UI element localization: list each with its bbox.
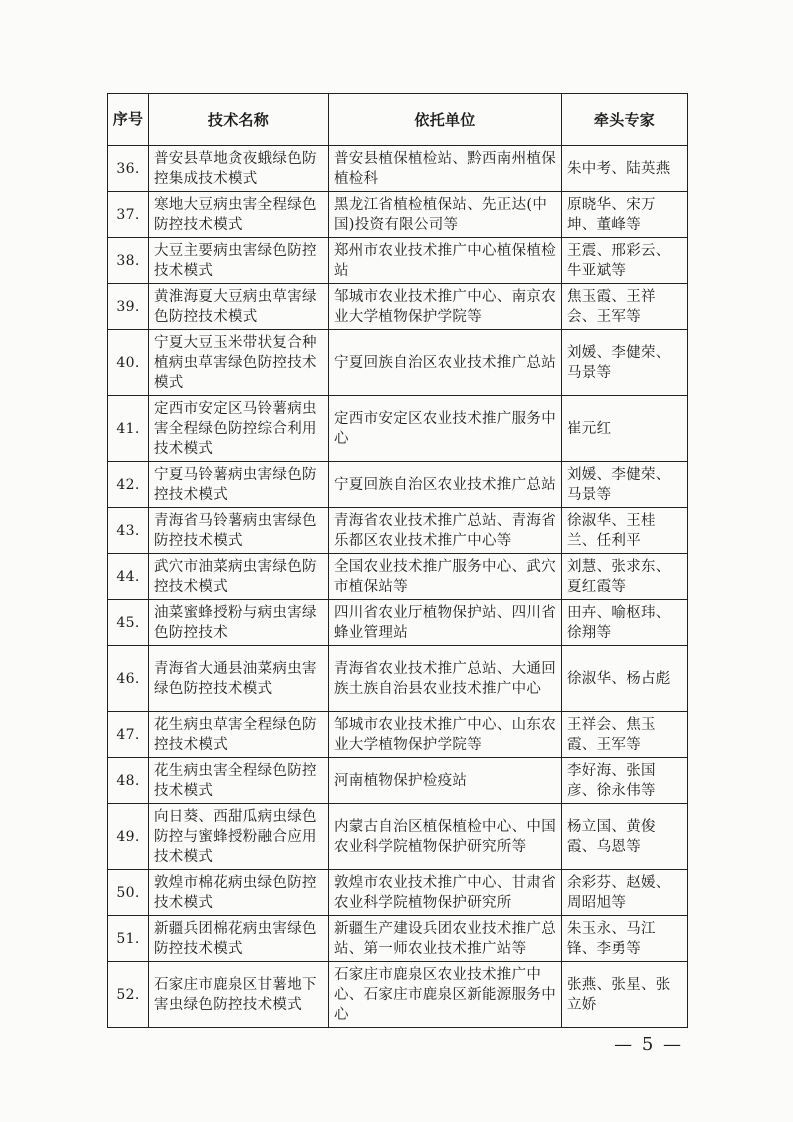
row-tech-name: 寒地大豆病虫害全程绿色防控技术模式 [149, 192, 329, 238]
row-expert: 张燕、张星、张立娇 [562, 962, 688, 1028]
table-row [108, 238, 688, 284]
row-expert: 王震、邢彩云、牛亚斌等 [562, 238, 688, 284]
row-tech-name: 花生病虫草害全程绿色防控技术模式 [149, 712, 329, 758]
header-expert: 牵头专家 [562, 94, 688, 146]
header-name: 技术名称 [149, 94, 329, 146]
row-tech-name: 武穴市油菜病虫害绿色防控技术模式 [149, 554, 329, 600]
table-row [108, 508, 688, 554]
table-row [108, 646, 688, 712]
row-unit: 郑州市农业技术推广中心植保植检站 [329, 238, 562, 284]
row-expert: 刘慧、张求东、夏红霞等 [562, 554, 688, 600]
row-unit: 四川省农业厅植物保护站、四川省蜂业管理站 [329, 600, 562, 646]
row-num: 51. [108, 916, 149, 962]
row-tech-name: 新疆兵团棉花病虫害绿色防控技术模式 [149, 916, 329, 962]
row-num: 40. [108, 330, 149, 396]
row-num: 36. [108, 146, 149, 192]
row-unit: 全国农业技术推广服务中心、武穴市植保站等 [329, 554, 562, 600]
row-num: 45. [108, 600, 149, 646]
row-unit: 新疆生产建设兵团农业技术推广总站、第一师农业技术推广站等 [329, 916, 562, 962]
table-row [108, 758, 688, 804]
row-tech-name: 青海省大通县油菜病虫害绿色防控技术模式 [149, 646, 329, 712]
table-row [108, 804, 688, 870]
row-unit: 内蒙古自治区植保植检中心、中国农业科学院植物保护研究所等 [329, 804, 562, 870]
table-row [108, 330, 688, 396]
row-num: 42. [108, 462, 149, 508]
row-tech-name: 普安县草地贪夜蛾绿色防控集成技术模式 [149, 146, 329, 192]
table-row [108, 192, 688, 238]
row-expert: 刘媛、李健荣、马景等 [562, 462, 688, 508]
table-row [108, 962, 688, 1028]
table-row [108, 462, 688, 508]
row-num: 50. [108, 870, 149, 916]
row-unit: 宁夏回族自治区农业技术推广总站 [329, 462, 562, 508]
row-expert: 王祥会、焦玉霞、王军等 [562, 712, 688, 758]
row-unit: 邹城市农业技术推广中心、山东农业大学植物保护学院等 [329, 712, 562, 758]
row-num: 38. [108, 238, 149, 284]
table-row [108, 284, 688, 330]
row-num: 41. [108, 396, 149, 462]
row-expert: 朱中考、陆英燕 [562, 146, 688, 192]
row-unit: 青海省农业技术推广总站、青海省乐都区农业技术推广中心等 [329, 508, 562, 554]
row-unit: 黑龙江省植检植保站、先正达(中国)投资有限公司等 [329, 192, 562, 238]
technology-table [107, 93, 688, 1028]
table-row [108, 396, 688, 462]
row-unit: 石家庄市鹿泉区农业技术推广中心、石家庄市鹿泉区新能源服务中心 [329, 962, 562, 1028]
row-tech-name: 定西市安定区马铃薯病虫害全程绿色防控综合利用技术模式 [149, 396, 329, 462]
row-num: 47. [108, 712, 149, 758]
row-tech-name: 花生病虫害全程绿色防控技术模式 [149, 758, 329, 804]
row-num: 52. [108, 962, 149, 1028]
row-num: 37. [108, 192, 149, 238]
row-unit: 河南植物保护检疫站 [329, 758, 562, 804]
row-expert: 李好海、张国彦、徐永伟等 [562, 758, 688, 804]
page-number: — 5 — [614, 1034, 683, 1055]
row-expert: 刘媛、李健荣、马景等 [562, 330, 688, 396]
row-expert: 余彩芬、赵媛、周昭旭等 [562, 870, 688, 916]
table-row [108, 600, 688, 646]
row-tech-name: 石家庄市鹿泉区甘薯地下害虫绿色防控技术模式 [149, 962, 329, 1028]
row-unit: 宁夏回族自治区农业技术推广总站 [329, 330, 562, 396]
row-expert: 杨立国、黄俊霞、乌恩等 [562, 804, 688, 870]
row-unit: 邹城市农业技术推广中心、南京农业大学植物保护学院等 [329, 284, 562, 330]
row-unit: 普安县植保植检站、黔西南州植保植检科 [329, 146, 562, 192]
table-row [108, 554, 688, 600]
row-unit: 敦煌市农业技术推广中心、甘肃省农业科学院植物保护研究所 [329, 870, 562, 916]
table-row [108, 146, 688, 192]
table-row [108, 870, 688, 916]
table-row [108, 712, 688, 758]
row-tech-name: 向日葵、西甜瓜病虫绿色防控与蜜蜂授粉融合应用技术模式 [149, 804, 329, 870]
row-tech-name: 宁夏马铃薯病虫害绿色防控技术模式 [149, 462, 329, 508]
row-expert: 朱玉永、马江锋、李勇等 [562, 916, 688, 962]
row-expert: 田卉、喻枢玮、徐翔等 [562, 600, 688, 646]
header-unit: 依托单位 [329, 94, 562, 146]
row-tech-name: 大豆主要病虫害绿色防控技术模式 [149, 238, 329, 284]
row-expert: 原晓华、宋万坤、董峰等 [562, 192, 688, 238]
row-unit: 定西市安定区农业技术推广服务中心 [329, 396, 562, 462]
row-num: 44. [108, 554, 149, 600]
row-tech-name: 黄淮海夏大豆病虫草害绿色防控技术模式 [149, 284, 329, 330]
row-tech-name: 油菜蜜蜂授粉与病虫害绿色防控技术 [149, 600, 329, 646]
header-num: 序号 [108, 94, 149, 146]
row-num: 43. [108, 508, 149, 554]
row-expert: 徐淑华、杨占彪 [562, 646, 688, 712]
row-expert: 徐淑华、王桂兰、任利平 [562, 508, 688, 554]
row-tech-name: 宁夏大豆玉米带状复合种植病虫草害绿色防控技术模式 [149, 330, 329, 396]
row-expert: 焦玉霞、王祥会、王军等 [562, 284, 688, 330]
row-expert: 崔元红 [562, 396, 688, 462]
row-tech-name: 敦煌市棉花病虫绿色防控技术模式 [149, 870, 329, 916]
row-num: 48. [108, 758, 149, 804]
row-num: 39. [108, 284, 149, 330]
row-num: 49. [108, 804, 149, 870]
row-num: 46. [108, 646, 149, 712]
row-tech-name: 青海省马铃薯病虫害绿色防控技术模式 [149, 508, 329, 554]
table-row [108, 916, 688, 962]
row-unit: 青海省农业技术推广总站、大通回族土族自治县农业技术推广中心 [329, 646, 562, 712]
table-header-row [108, 94, 688, 146]
